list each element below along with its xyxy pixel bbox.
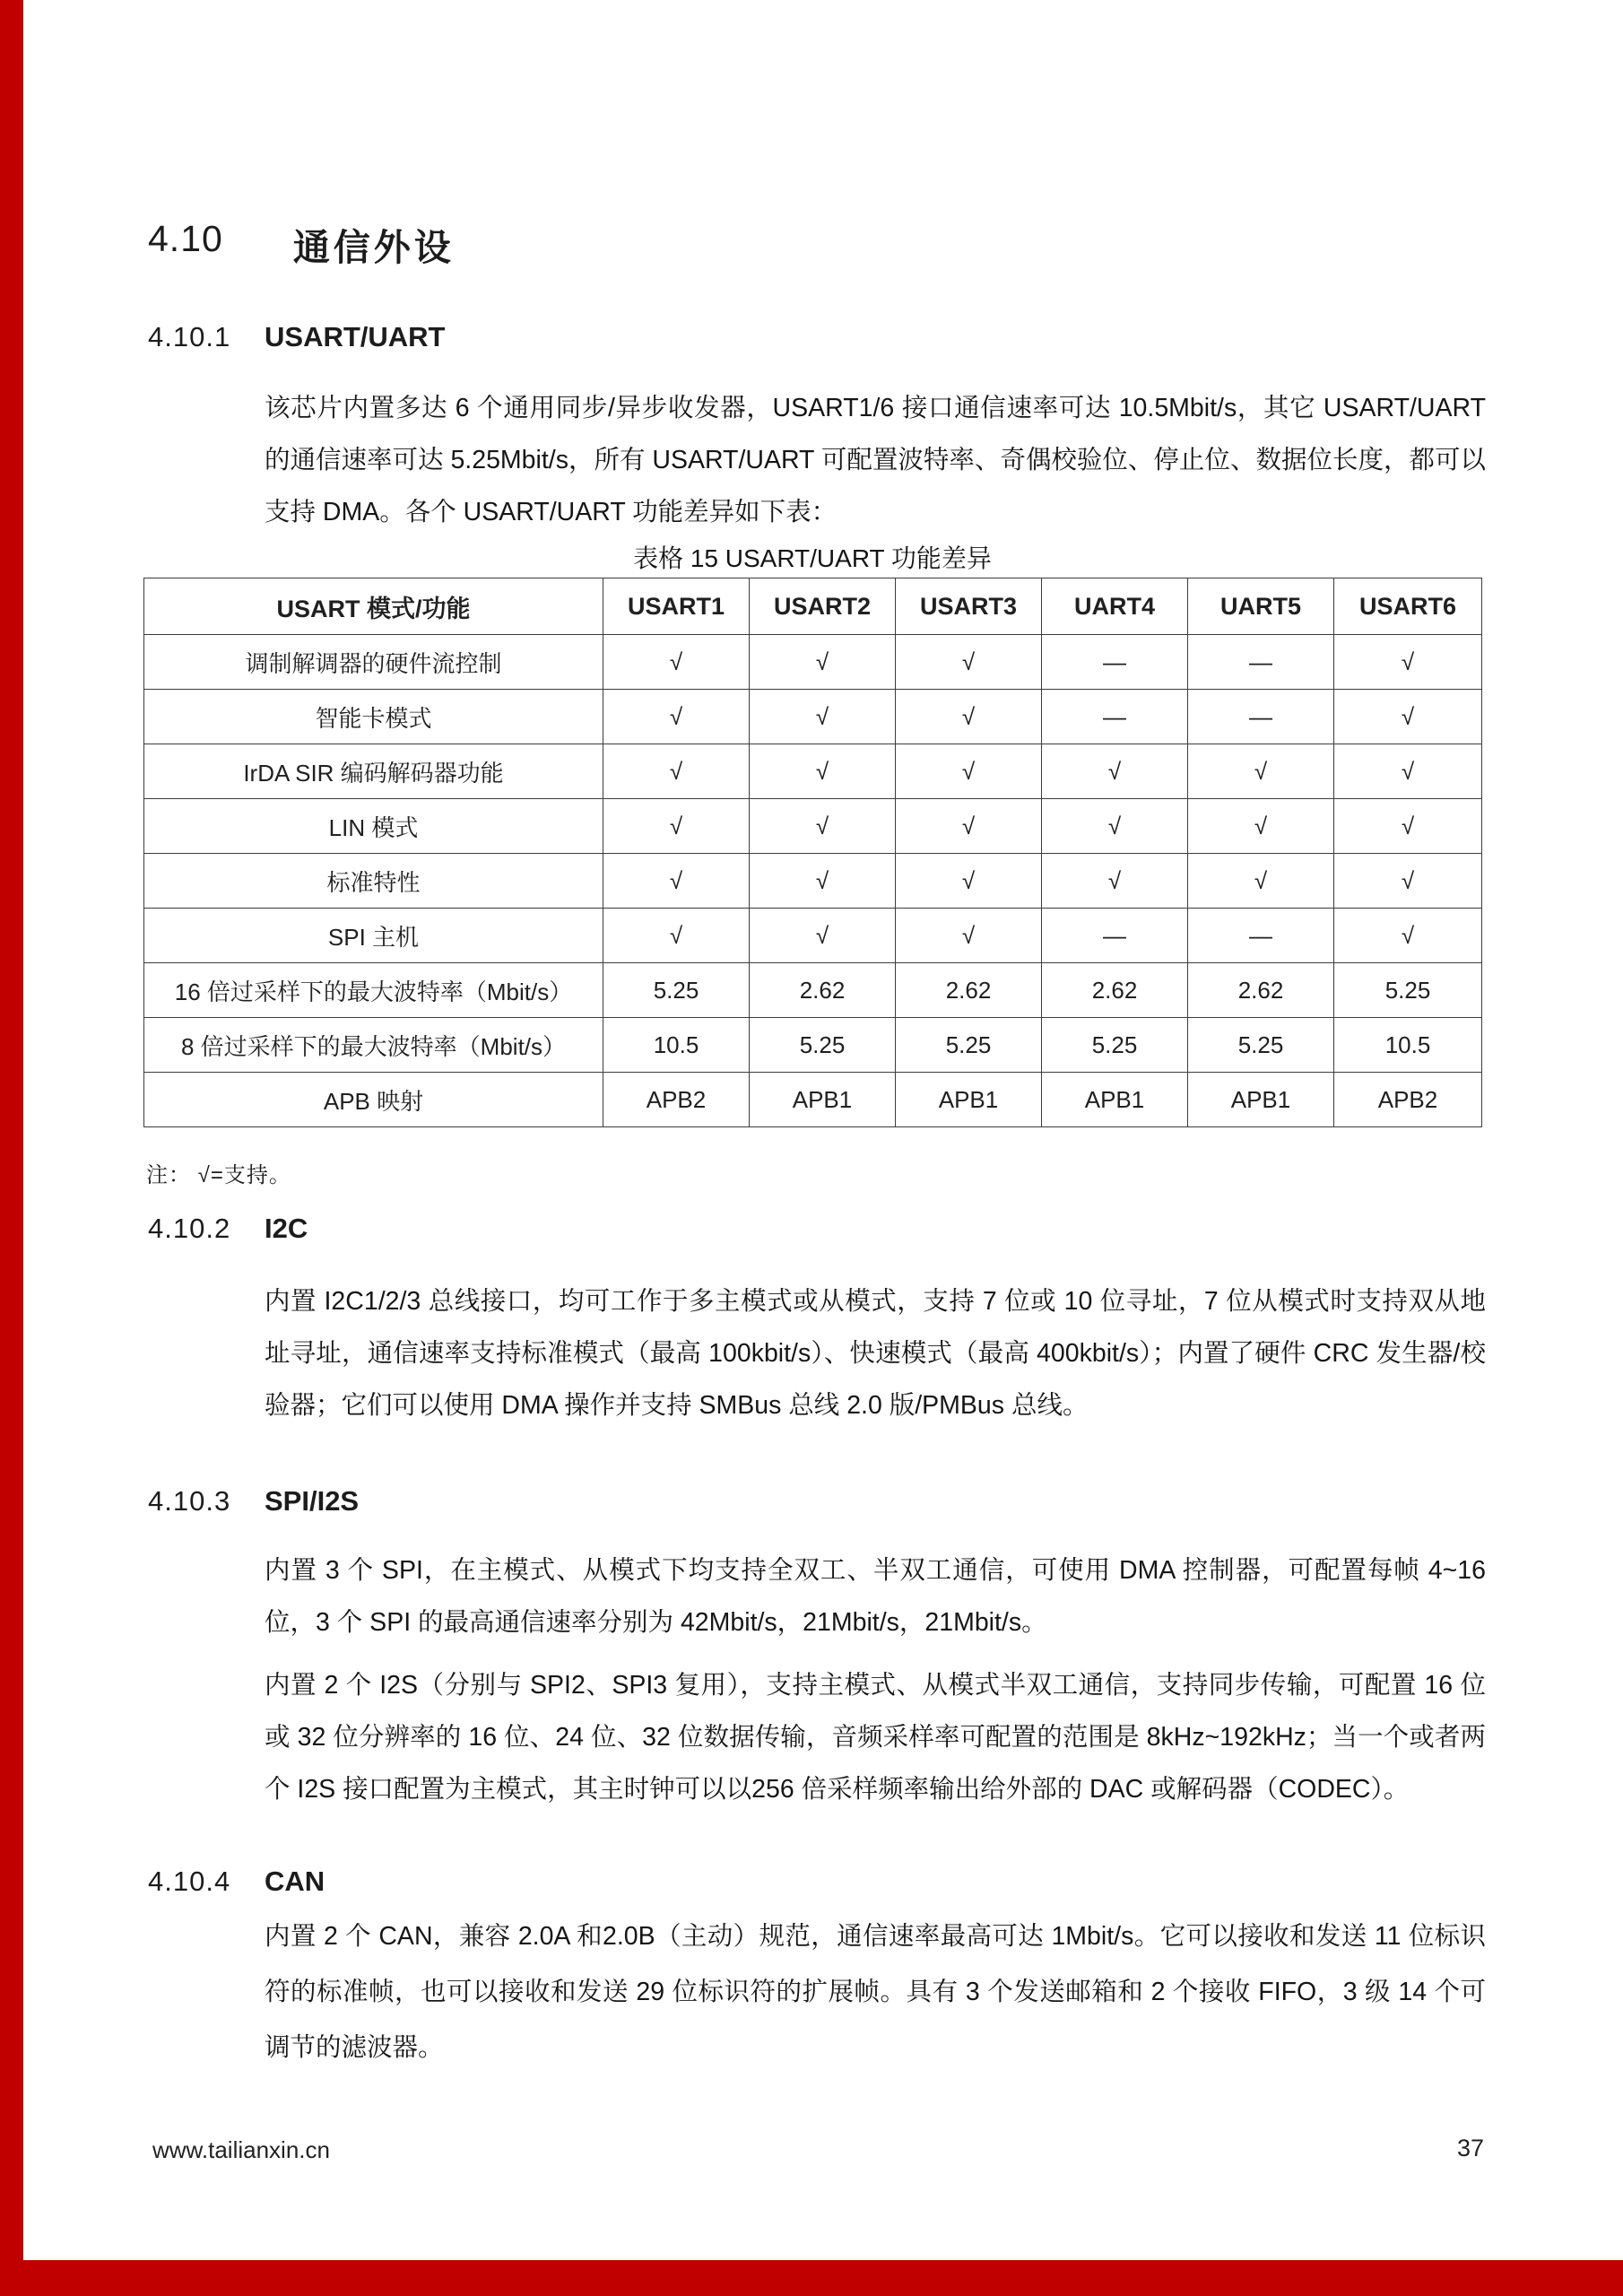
- subsection-title: SPI/I2S: [265, 1485, 360, 1517]
- table-cell: √: [750, 744, 896, 799]
- table-cell: 5.25: [1042, 1018, 1188, 1073]
- table-body: [144, 635, 1482, 1127]
- table-cell: √: [603, 854, 750, 909]
- table-cell: √: [896, 744, 1042, 799]
- table-cell: √: [603, 909, 750, 963]
- subsection-heading-can: [148, 1866, 325, 1898]
- table-row-label: 智能卡模式: [144, 690, 603, 744]
- table-cell: 5.25: [896, 1018, 1042, 1073]
- table-cell: APB1: [896, 1073, 1042, 1127]
- table-cell: √: [1334, 744, 1482, 799]
- table-cell: APB2: [1334, 1073, 1482, 1127]
- section-number: 4.10: [148, 218, 223, 259]
- table-row-label: SPI 主机: [144, 909, 603, 963]
- table-header-uart5: UART5: [1188, 578, 1334, 635]
- table-header-usart2: USART2: [750, 578, 896, 635]
- table-header-usart6: USART6: [1334, 578, 1482, 635]
- table-cell: 2.62: [1042, 963, 1188, 1018]
- table-cell: 5.25: [750, 1018, 896, 1073]
- spi-paragraph: 内置 3 个 SPI，在主模式、从模式下均支持全双工、半双工通信，可使用 DMA 控制器，可配置每帧 4~16 位，3 个 SPI 的最高通信速率分别为 42Mbit/s，21Mbit/s，21Mbit/s。: [265, 1556, 1486, 1637]
- table-cell: 2.62: [750, 963, 896, 1018]
- table-row-label: 16 倍过采样下的最大波特率（Mbit/s）: [144, 963, 603, 1018]
- section-title: 通信外设: [292, 227, 455, 268]
- table-header-uart4: UART4: [1042, 578, 1188, 635]
- subsection-title: USART/UART: [265, 321, 446, 352]
- table-cell: —: [1042, 635, 1188, 690]
- table-cell: √: [1334, 909, 1482, 963]
- table-cell: √: [1042, 744, 1188, 799]
- table-cell: —: [1188, 909, 1334, 963]
- table-row: [144, 963, 1482, 1018]
- table-cell: √: [1042, 854, 1188, 909]
- table-cell: √: [603, 744, 750, 799]
- table-cell: √: [896, 909, 1042, 963]
- table-cell: √: [1334, 690, 1482, 744]
- table-cell: √: [1334, 799, 1482, 854]
- table-cell: 5.25: [1334, 963, 1482, 1018]
- table-cell: APB1: [1042, 1073, 1188, 1127]
- table-row-label: IrDA SIR 编码解码器功能: [144, 744, 603, 799]
- table-header-usart1: USART1: [603, 578, 750, 635]
- table-cell: √: [1188, 799, 1334, 854]
- table-cell: √: [750, 909, 896, 963]
- table-cell: √: [603, 635, 750, 690]
- table-head: [144, 578, 1482, 635]
- table-cell: √: [896, 635, 1042, 690]
- table-cell: √: [750, 690, 896, 744]
- table-row-label: APB 映射: [144, 1073, 603, 1127]
- table-row: [144, 1018, 1482, 1073]
- table-row: [144, 909, 1482, 963]
- table-cell: √: [603, 690, 750, 744]
- table-row: [144, 854, 1482, 909]
- table-cell: —: [1188, 635, 1334, 690]
- table-row: [144, 635, 1482, 690]
- table-cell: √: [896, 799, 1042, 854]
- subsection-title: I2C: [265, 1213, 308, 1244]
- table-cell: √: [750, 635, 896, 690]
- table-cell: √: [603, 799, 750, 854]
- i2s-paragraph: 内置 2 个 I2S（分别与 SPI2、SPI3 复用），支持主模式、从模式半双工通信，支持同步传输，可配置 16 位或 32 位分辨率的 16 位、24 位、32 位数据传输，音频采样率可配置的范围是 8kHz~192kHz；当一个或者两个 I2S 接口配置为主模式，其主时钟可以以256 倍采样频率输出给外部的 DAC 或解码器（CODEC）。: [265, 1671, 1486, 1804]
- subsection-number: 4.10.4: [148, 1866, 231, 1897]
- table-cell: APB1: [750, 1073, 896, 1127]
- table-cell: √: [1188, 854, 1334, 909]
- table-row: [144, 799, 1482, 854]
- table-cell: —: [1042, 909, 1188, 963]
- table-cell: √: [1334, 854, 1482, 909]
- table-row: [144, 744, 1482, 799]
- footer-website: www.tailianxin.cn: [152, 2136, 330, 2163]
- table-cell: 2.62: [1188, 963, 1334, 1018]
- table-row-label: 标准特性: [144, 854, 603, 909]
- subsection-heading-i2c: [148, 1213, 308, 1245]
- table-cell: √: [896, 854, 1042, 909]
- subsection-number: 4.10.1: [148, 321, 231, 352]
- page-bottom-red-bar: [0, 2260, 1623, 2296]
- table-cell: √: [1042, 799, 1188, 854]
- subsection-heading-spi-i2s: [148, 1485, 359, 1518]
- table-row: [144, 690, 1482, 744]
- table-cell: √: [896, 690, 1042, 744]
- table-cell: 5.25: [603, 963, 750, 1018]
- usart-paragraph: 该芯片内置多达 6 个通用同步/异步收发器，USART1/6 接口通信速率可达 10.5Mbit/s，其它 USART/UART 的通信速率可达 5.25Mbit/s，所有 USART/UART 可配置波特率、奇偶校验位、停止位、数据位长度，都可以支持 DMA。各个 USART/UART 功能差异如下表：: [265, 394, 1486, 526]
- table-header-row: [144, 578, 1482, 635]
- table-cell: 2.62: [896, 963, 1042, 1018]
- table-cell: 10.5: [603, 1018, 750, 1073]
- footer-page-number: 37: [1456, 2135, 1484, 2161]
- table-cell: √: [1334, 635, 1482, 690]
- table-note: 注： √=支持。: [146, 1163, 291, 1187]
- page-left-red-stripe: [0, 0, 23, 2296]
- can-paragraph: 内置 2 个 CAN，兼容 2.0A 和2.0B（主动）规范，通信速率最高可达 1Mbit/s。它可以接收和发送 11 位标识符的标准帧，也可以接收和发送 29 位标识符的扩展帧。具有 3 个发送邮箱和 2 个接收 FIFO，3 级 14 个可调节的滤波器。: [265, 1922, 1486, 2062]
- table-header-usart3: USART3: [896, 578, 1042, 635]
- table-cell: —: [1042, 690, 1188, 744]
- table-caption: 表格 15 USART/UART 功能差异: [633, 544, 992, 572]
- table-row-label: 8 倍过采样下的最大波特率（Mbit/s）: [144, 1018, 603, 1073]
- table-row-label: LIN 模式: [144, 799, 603, 854]
- section-heading-communication-peripherals: [148, 218, 455, 271]
- table-cell: √: [750, 854, 896, 909]
- table-row: [144, 1073, 1482, 1127]
- subsection-number: 4.10.2: [148, 1213, 231, 1244]
- table-header-mode-function: USART 模式/功能: [144, 578, 603, 635]
- table-cell: APB1: [1188, 1073, 1334, 1127]
- subsection-number: 4.10.3: [148, 1485, 231, 1517]
- table-cell: √: [750, 799, 896, 854]
- table-cell: APB2: [603, 1073, 750, 1127]
- table-cell: —: [1188, 690, 1334, 744]
- usart-feature-table: [143, 578, 1482, 1127]
- table-cell: 5.25: [1188, 1018, 1334, 1073]
- i2c-paragraph: 内置 I2C1/2/3 总线接口，均可工作于多主模式或从模式，支持 7 位或 10 位寻址，7 位从模式时支持双从地址寻址，通信速率支持标准模式（最高 100kbit/s）、快速模式（最高 400kbit/s）；内置了硬件 CRC 发生器/校验器；它们可以使用 DMA 操作并支持 SMBus 总线 2.0 版/PMBus 总线。: [265, 1287, 1486, 1420]
- subsection-heading-usart-uart: [148, 321, 446, 353]
- subsection-title: CAN: [265, 1866, 325, 1897]
- table-cell: 10.5: [1334, 1018, 1482, 1073]
- table-cell: √: [1188, 744, 1334, 799]
- table-row-label: 调制解调器的硬件流控制: [144, 635, 603, 690]
